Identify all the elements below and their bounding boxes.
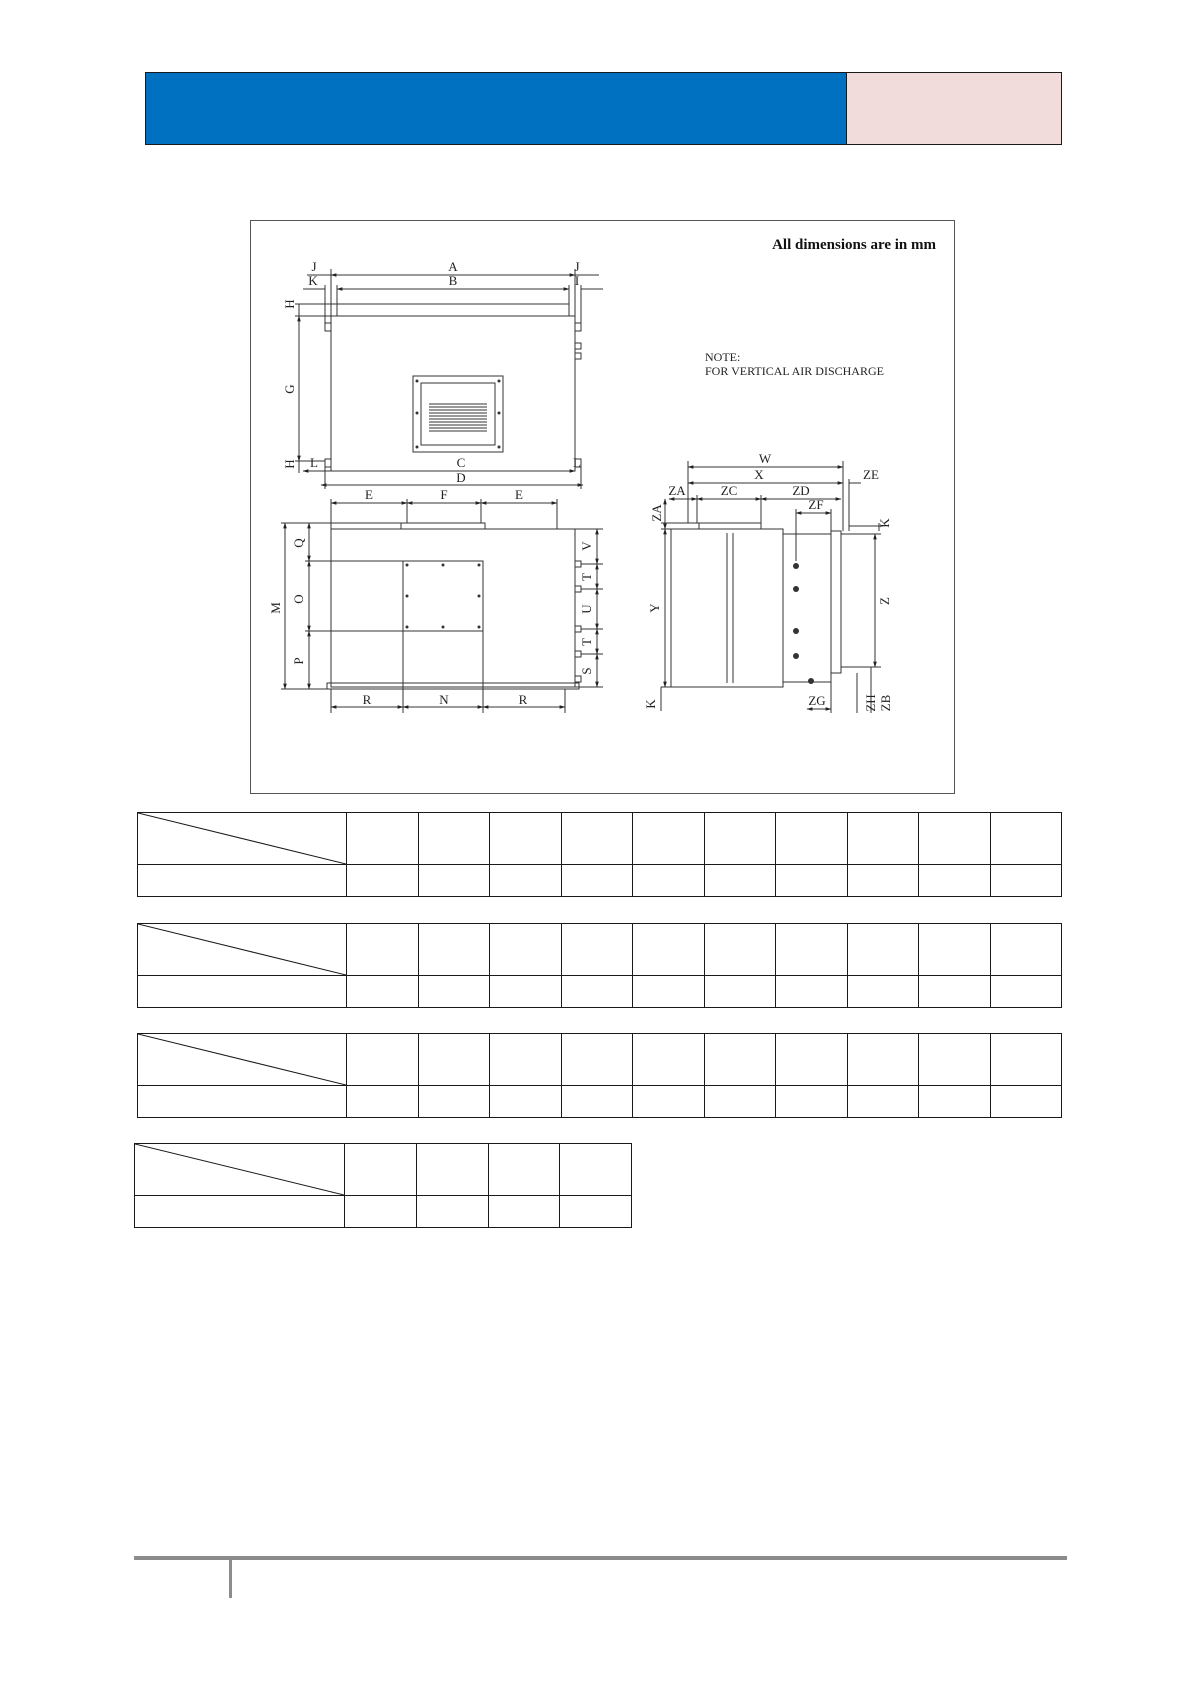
dim-label-f: F xyxy=(440,487,448,502)
header-bar xyxy=(145,72,1062,145)
footer-rule xyxy=(134,1556,1067,1560)
value-cell xyxy=(847,865,919,897)
dim-label-h-bottom: H xyxy=(282,459,297,469)
header-cell xyxy=(847,813,919,865)
top-view-body xyxy=(331,316,575,471)
diagonal-header-cell xyxy=(138,924,347,976)
dim-label-l-left: L xyxy=(310,455,318,470)
header-cell xyxy=(416,1144,488,1196)
header-cell xyxy=(347,924,419,976)
table-header-row xyxy=(138,924,1062,976)
value-cell xyxy=(418,976,490,1008)
dim-label-n: N xyxy=(439,692,449,707)
dim-label-c: C xyxy=(456,455,466,470)
dim-label-e-left: E xyxy=(365,487,373,502)
row-label-cell xyxy=(138,865,347,897)
note-text: FOR VERTICAL AIR DISCHARGE xyxy=(705,364,884,378)
footer-divider xyxy=(229,1560,232,1598)
dim-label-zf: ZF xyxy=(808,497,824,512)
dim-label-h-top: H xyxy=(282,299,297,309)
value-cell xyxy=(919,976,991,1008)
dim-label-o: O xyxy=(291,594,306,604)
value-cell xyxy=(347,976,419,1008)
note-title: NOTE: xyxy=(705,350,741,364)
header-cell xyxy=(704,924,776,976)
value-cell xyxy=(847,976,919,1008)
dim-label-r-right: R xyxy=(518,692,528,707)
side-view-collar xyxy=(699,523,761,529)
dim-label-i: I xyxy=(574,273,580,288)
header-cell xyxy=(704,813,776,865)
dim-label-l-right: L xyxy=(573,455,581,470)
header-cell xyxy=(847,924,919,976)
value-cell xyxy=(633,976,705,1008)
dimension-drawing xyxy=(250,220,955,794)
row-label-cell xyxy=(138,976,347,1008)
drawing-canvas xyxy=(251,221,956,795)
header-cell xyxy=(418,924,490,976)
grille-fixings xyxy=(406,380,501,629)
dim-label-zb: ZB xyxy=(878,694,893,712)
value-cell xyxy=(347,865,419,897)
header-cell xyxy=(847,1034,919,1086)
dim-label-zc: ZC xyxy=(720,483,738,498)
value-cell xyxy=(704,1086,776,1118)
dim-label-zh: ZH xyxy=(863,694,878,712)
table-header-row xyxy=(135,1144,632,1196)
header-cell xyxy=(776,813,848,865)
header-cell xyxy=(490,813,562,865)
dimension-table-1 xyxy=(137,812,1062,897)
header-cell xyxy=(347,1034,419,1086)
table-value-row xyxy=(138,976,1062,1008)
row-label-cell xyxy=(135,1196,345,1228)
header-cell xyxy=(919,813,991,865)
value-cell xyxy=(418,865,490,897)
side-view-coil xyxy=(783,534,831,682)
top-view-grille xyxy=(413,376,503,452)
dim-label-k-side-bottom: K xyxy=(643,699,658,709)
header-cell xyxy=(919,1034,991,1086)
table-header-row xyxy=(138,813,1062,865)
front-view-body xyxy=(331,529,575,687)
header-cell xyxy=(919,924,991,976)
dim-label-a: A xyxy=(448,259,458,274)
grille-louvres xyxy=(429,404,487,431)
front-view-collar xyxy=(401,523,485,529)
value-cell xyxy=(488,1196,560,1228)
header-cell xyxy=(990,813,1062,865)
table-value-row xyxy=(138,1086,1062,1118)
header-cell xyxy=(560,1144,632,1196)
dim-label-s: S xyxy=(579,667,594,675)
header-cell xyxy=(990,1034,1062,1086)
dim-label-b: B xyxy=(448,273,458,288)
dimension-table-4 xyxy=(134,1143,632,1228)
table-header-row xyxy=(138,1034,1062,1086)
header-cell xyxy=(418,813,490,865)
value-cell xyxy=(847,1086,919,1118)
value-cell xyxy=(560,1196,632,1228)
dimension-table-3 xyxy=(137,1033,1062,1118)
row-label-cell xyxy=(138,1086,347,1118)
dim-label-x: X xyxy=(754,467,764,482)
header-cell xyxy=(488,1144,560,1196)
dim-label-w: W xyxy=(758,451,772,466)
value-cell xyxy=(990,1086,1062,1118)
header-cell xyxy=(347,813,419,865)
value-cell xyxy=(919,865,991,897)
value-cell xyxy=(633,865,705,897)
dim-label-t-bottom: T xyxy=(579,638,594,646)
table-value-row xyxy=(135,1196,632,1228)
value-cell xyxy=(490,1086,562,1118)
header-cell xyxy=(776,1034,848,1086)
top-view-flange xyxy=(337,304,569,316)
units-note: All dimensions are in mm xyxy=(772,237,936,253)
header-cell xyxy=(345,1144,417,1196)
header-cell xyxy=(490,924,562,976)
value-cell xyxy=(776,1086,848,1118)
dim-label-za-top: ZA xyxy=(668,483,686,498)
side-view-fixings xyxy=(793,563,814,684)
dim-label-y: Y xyxy=(647,603,662,613)
value-cell xyxy=(418,1086,490,1118)
value-cell xyxy=(490,976,562,1008)
dimension-table-2 xyxy=(137,923,1062,1008)
value-cell xyxy=(919,1086,991,1118)
value-cell xyxy=(990,865,1062,897)
dim-label-v: V xyxy=(579,541,594,551)
header-cell xyxy=(561,924,633,976)
value-cell xyxy=(704,865,776,897)
dim-label-j-right: J xyxy=(574,259,580,274)
value-cell xyxy=(561,865,633,897)
front-view-panel xyxy=(403,561,483,631)
dim-label-g: G xyxy=(282,384,297,394)
header-cell xyxy=(561,813,633,865)
value-cell xyxy=(776,976,848,1008)
value-cell xyxy=(561,1086,633,1118)
dim-label-j-left: J xyxy=(311,259,317,274)
header-cell xyxy=(561,1034,633,1086)
dim-label-ze: ZE xyxy=(863,467,879,482)
value-cell xyxy=(561,976,633,1008)
dim-label-r-left: R xyxy=(362,692,372,707)
header-cell xyxy=(990,924,1062,976)
dim-label-m: M xyxy=(268,602,283,614)
dim-label-zg: ZG xyxy=(808,693,826,708)
value-cell xyxy=(416,1196,488,1228)
dim-label-k-side-top: K xyxy=(877,518,892,528)
header-title-band xyxy=(146,73,847,144)
dim-label-t-top: T xyxy=(579,573,594,581)
dim-label-za-side: ZA xyxy=(649,504,664,522)
table-value-row xyxy=(138,865,1062,897)
diagonal-header-cell xyxy=(135,1144,345,1196)
header-cell xyxy=(418,1034,490,1086)
diagonal-header-cell xyxy=(138,813,347,865)
header-cell xyxy=(633,1034,705,1086)
dim-label-u: U xyxy=(579,604,594,614)
diagonal-header-cell xyxy=(138,1034,347,1086)
dim-label-q: Q xyxy=(291,538,306,548)
dim-label-zd: ZD xyxy=(792,483,810,498)
dim-label-d: D xyxy=(456,470,466,485)
header-cell xyxy=(633,924,705,976)
value-cell xyxy=(990,976,1062,1008)
header-cell xyxy=(776,924,848,976)
dim-label-z: Z xyxy=(877,597,892,605)
dim-label-p: P xyxy=(291,657,306,665)
value-cell xyxy=(776,865,848,897)
value-cell xyxy=(704,976,776,1008)
value-cell xyxy=(633,1086,705,1118)
header-cell xyxy=(633,813,705,865)
value-cell xyxy=(347,1086,419,1118)
value-cell xyxy=(490,865,562,897)
header-cell xyxy=(704,1034,776,1086)
value-cell xyxy=(345,1196,417,1228)
header-side-panel xyxy=(847,73,1061,144)
dim-label-k-top: K xyxy=(308,273,318,288)
dim-label-e-right: E xyxy=(515,487,523,502)
header-cell xyxy=(490,1034,562,1086)
